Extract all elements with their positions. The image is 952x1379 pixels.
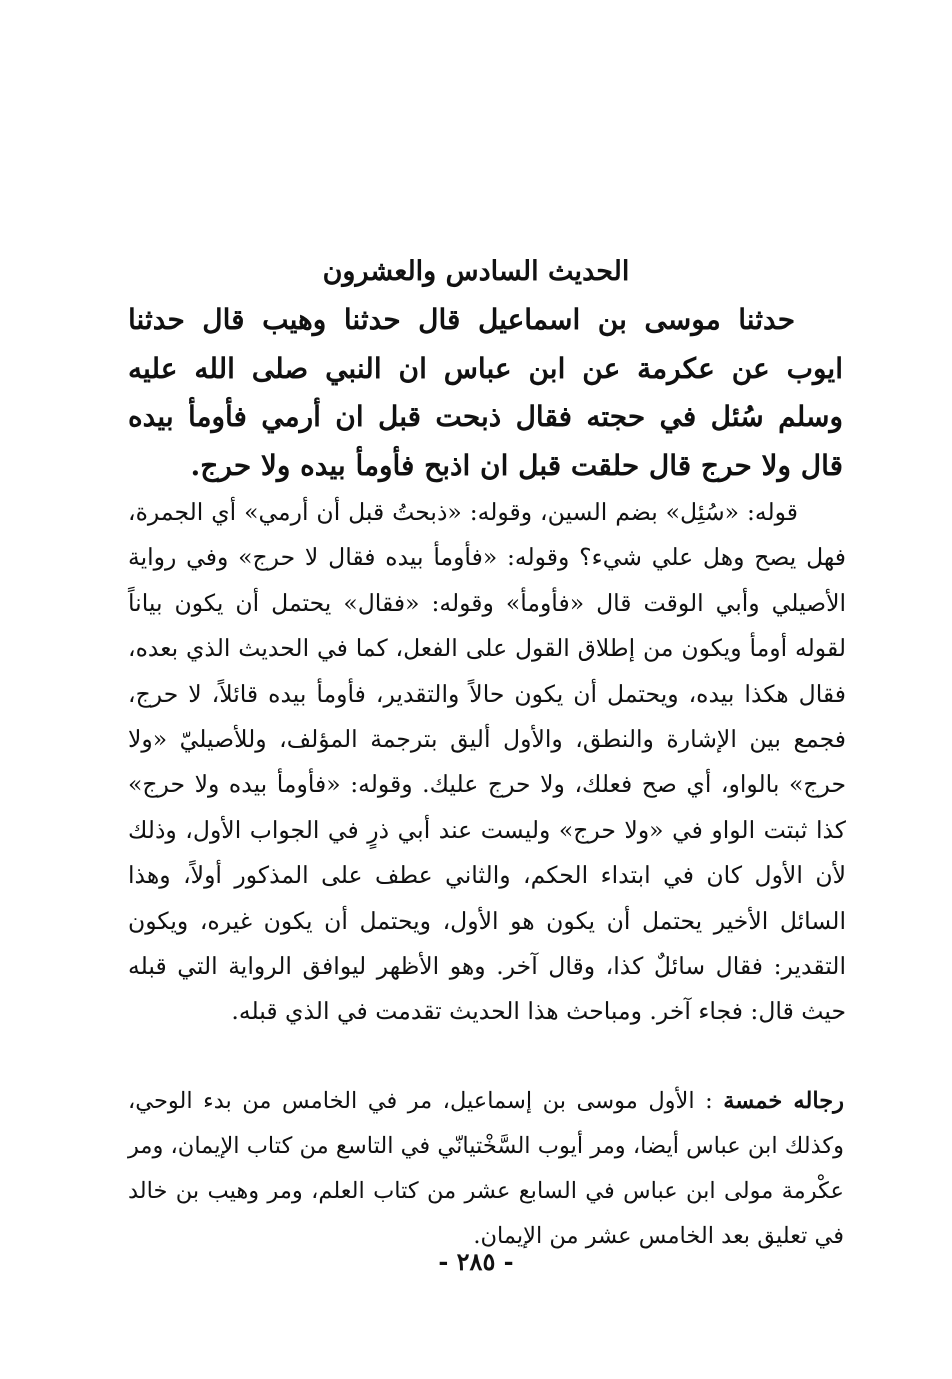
hadith-text: حدثنا موسى بن اسماعيل قال حدثنا وهيب قال حدثنا ايوب عن عكرمة عن ابن عباس ان النبي صلى الله عليه وسلم سُئل في حجته فقال ذبحت قبل ان أرمي فأومأ بيده قال ولا حرج قال حلقت قبل ان اذبح فأومأ بيده ولا حرج.	[128, 303, 843, 482]
narrators-paragraph	[128, 1079, 844, 1259]
narrators-label: رجاله خمسة	[723, 1088, 844, 1114]
commentary-paragraph: قوله: «سُئِل» بضم السين، وقوله: «ذبحتُ قبل أن أرمي» أي الجمرة، فهل يصح وهل علي شيء؟ وقوله: «فأومأ بيده فقال لا حرج» وفي رواية الأصيلي وأبي الوقت قال «فأومأ» وقوله: «فقال» يحتمل أن يكون بياناً لقوله أومأ ويكون من إطلاق القول على الفعل، كما في الحديث الذي بعده، فقال هكذا بيده، ويحتمل أن يكون حالاً والتقدير، فأومأ بيده قائلاً، لا حرج، فجمع بين الإشارة والنطق، والأول أليق بترجمة المؤلف، وللأصيليّ «ولا حرج» بالواو، أي صح فعلك، ولا حرج عليك. وقوله: «فأومأ بيده ولا حرج» كذا ثبتت الواو في «ولا حرج» وليست عند أبي ذرٍ في الجواب الأول، وذلك لأن الأول كان في ابتداء الحكم، والثاني عطف على المذكور أولاً، وهذا السائل الأخير يحتمل أن يكون هو الأول، ويحتمل أن يكون غيره، ويكون التقدير: فقال سائلٌ كذا، وقال آخر. وهو الأظهر ليوافق الرواية التي قبله حيث قال: فجاء آخر. ومباحث هذا الحديث تقدمت في الذي قبله.	[128, 498, 846, 1026]
narrators-text: : الأول موسى بن إسماعيل، مر في الخامس من بدء الوحي، وكذلك ابن عباس أيضا، ومر أيوب السَّخْتيانّي في التاسع من كتاب الإيمان، ومر عكْرمة مولى ابن عباس في السابع عشر من كتاب العلم، ومر وهيب بن خالد في تعليق بعد الخامس عشر من الإيمان.	[128, 1088, 844, 1249]
hadith-heading: الحديث السادس والعشرون	[322, 256, 630, 287]
page-number: - ٢٨٥ -	[438, 1247, 514, 1276]
